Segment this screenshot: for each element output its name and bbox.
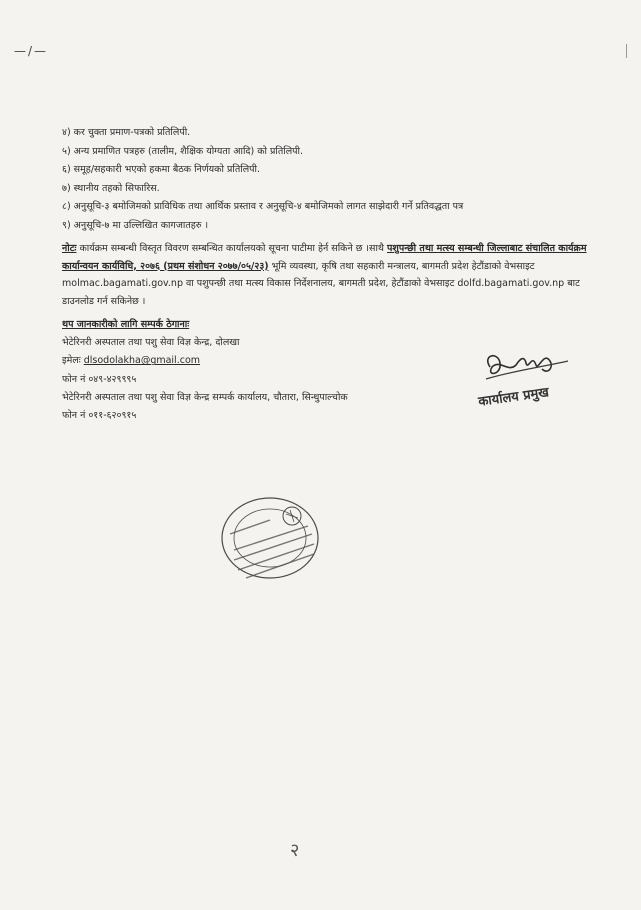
list-item: ७) स्थानीय तहको सिफारिस. <box>62 182 160 194</box>
signatory-title: कार्यालय प्रमुख <box>477 385 550 410</box>
contact-heading: थप जानकारीको लागि सम्पर्क ठेगानाः <box>62 319 190 330</box>
requirements-list <box>62 124 582 236</box>
email-label: इमेलः <box>62 355 84 367</box>
list-item: ९) अनुसूचि-७ मा उल्लिखित कागजातहरु । <box>62 219 209 231</box>
list-item: ५) अन्य प्रमाणित पत्रहरु (तालीम, शैक्षिक योग्यता आदि) को प्रतिलिपी. <box>62 145 304 157</box>
office-address-2: भेटेरिनरी अस्पताल तथा पशु सेवा विज्ञ केन्द्र सम्पर्क कार्यालय, चौतारा, सिन्धुपाल्चोक <box>62 391 348 403</box>
scan-edge-mark <box>626 44 635 58</box>
note-label: नोटः <box>62 243 77 254</box>
phone-1: फोन नं ०४९-४२९९९५ <box>62 373 137 385</box>
contact-block <box>62 316 462 425</box>
note-paragraph <box>62 240 590 310</box>
phone-2: फोन नं ०११-६२०९१५ <box>62 410 137 422</box>
list-item: ६) समूह/सहकारी भएको हकमा बैठक निर्णयको प्रतिलिपी. <box>62 164 261 176</box>
scan-mark: —/— <box>14 44 49 58</box>
list-item: ८) अनुसूचि-३ बमोजिमको प्राविधिक तथा आर्थिक प्रस्ताव र अनुसूचि-४ बमोजिमको लागत साझेदारी गर्ने प्रतिवद्धता पत्र <box>62 201 464 213</box>
office-address-1: भेटेरिनरी अस्पताल तथा पशु सेवा विज्ञ केन्द्र, दोलखा <box>62 337 240 349</box>
note-underlined-text: पशुपन्छी तथा मत्स्य सम्बन्धी जिल्लाबाट संचालित कार्यक्रम कार्यान्वयन कार्यविधि, २०७६ (प्रथम संशोधन २०७७/०५/२३) <box>62 243 587 272</box>
office-seal-stamp <box>200 490 340 600</box>
note-text-1: कार्यक्रम सम्बन्धी विस्तृत विवरण सम्बन्धित कार्यालयको सूचना पाटीमा हेर्न सकिने छ ।साथै <box>76 243 388 254</box>
list-item: ४) कर चुक्ता प्रमाण-पत्रको प्रतिलिपी. <box>62 127 191 138</box>
signature-block <box>472 345 592 425</box>
email-line <box>62 352 462 370</box>
note-text-2: भूमि व्यवस्था, कृषि तथा सहकारी मन्त्रालय, बागमती प्रदेश हेटौंडाको वेभसाइट molmac.bagamati.gov.np वा पशुपन्छी तथा मत्स्य विकास निर्देशनालय, बागमती प्रदेश, हेटौंडाको वेभसाइट dolfd.bagamati.gov.np बाट डाउनलोड गर्न सकिनेछ । <box>62 260 580 307</box>
page-number: २ <box>290 840 300 861</box>
email-link[interactable]: dlsodolakha@gmail.com <box>83 355 201 367</box>
